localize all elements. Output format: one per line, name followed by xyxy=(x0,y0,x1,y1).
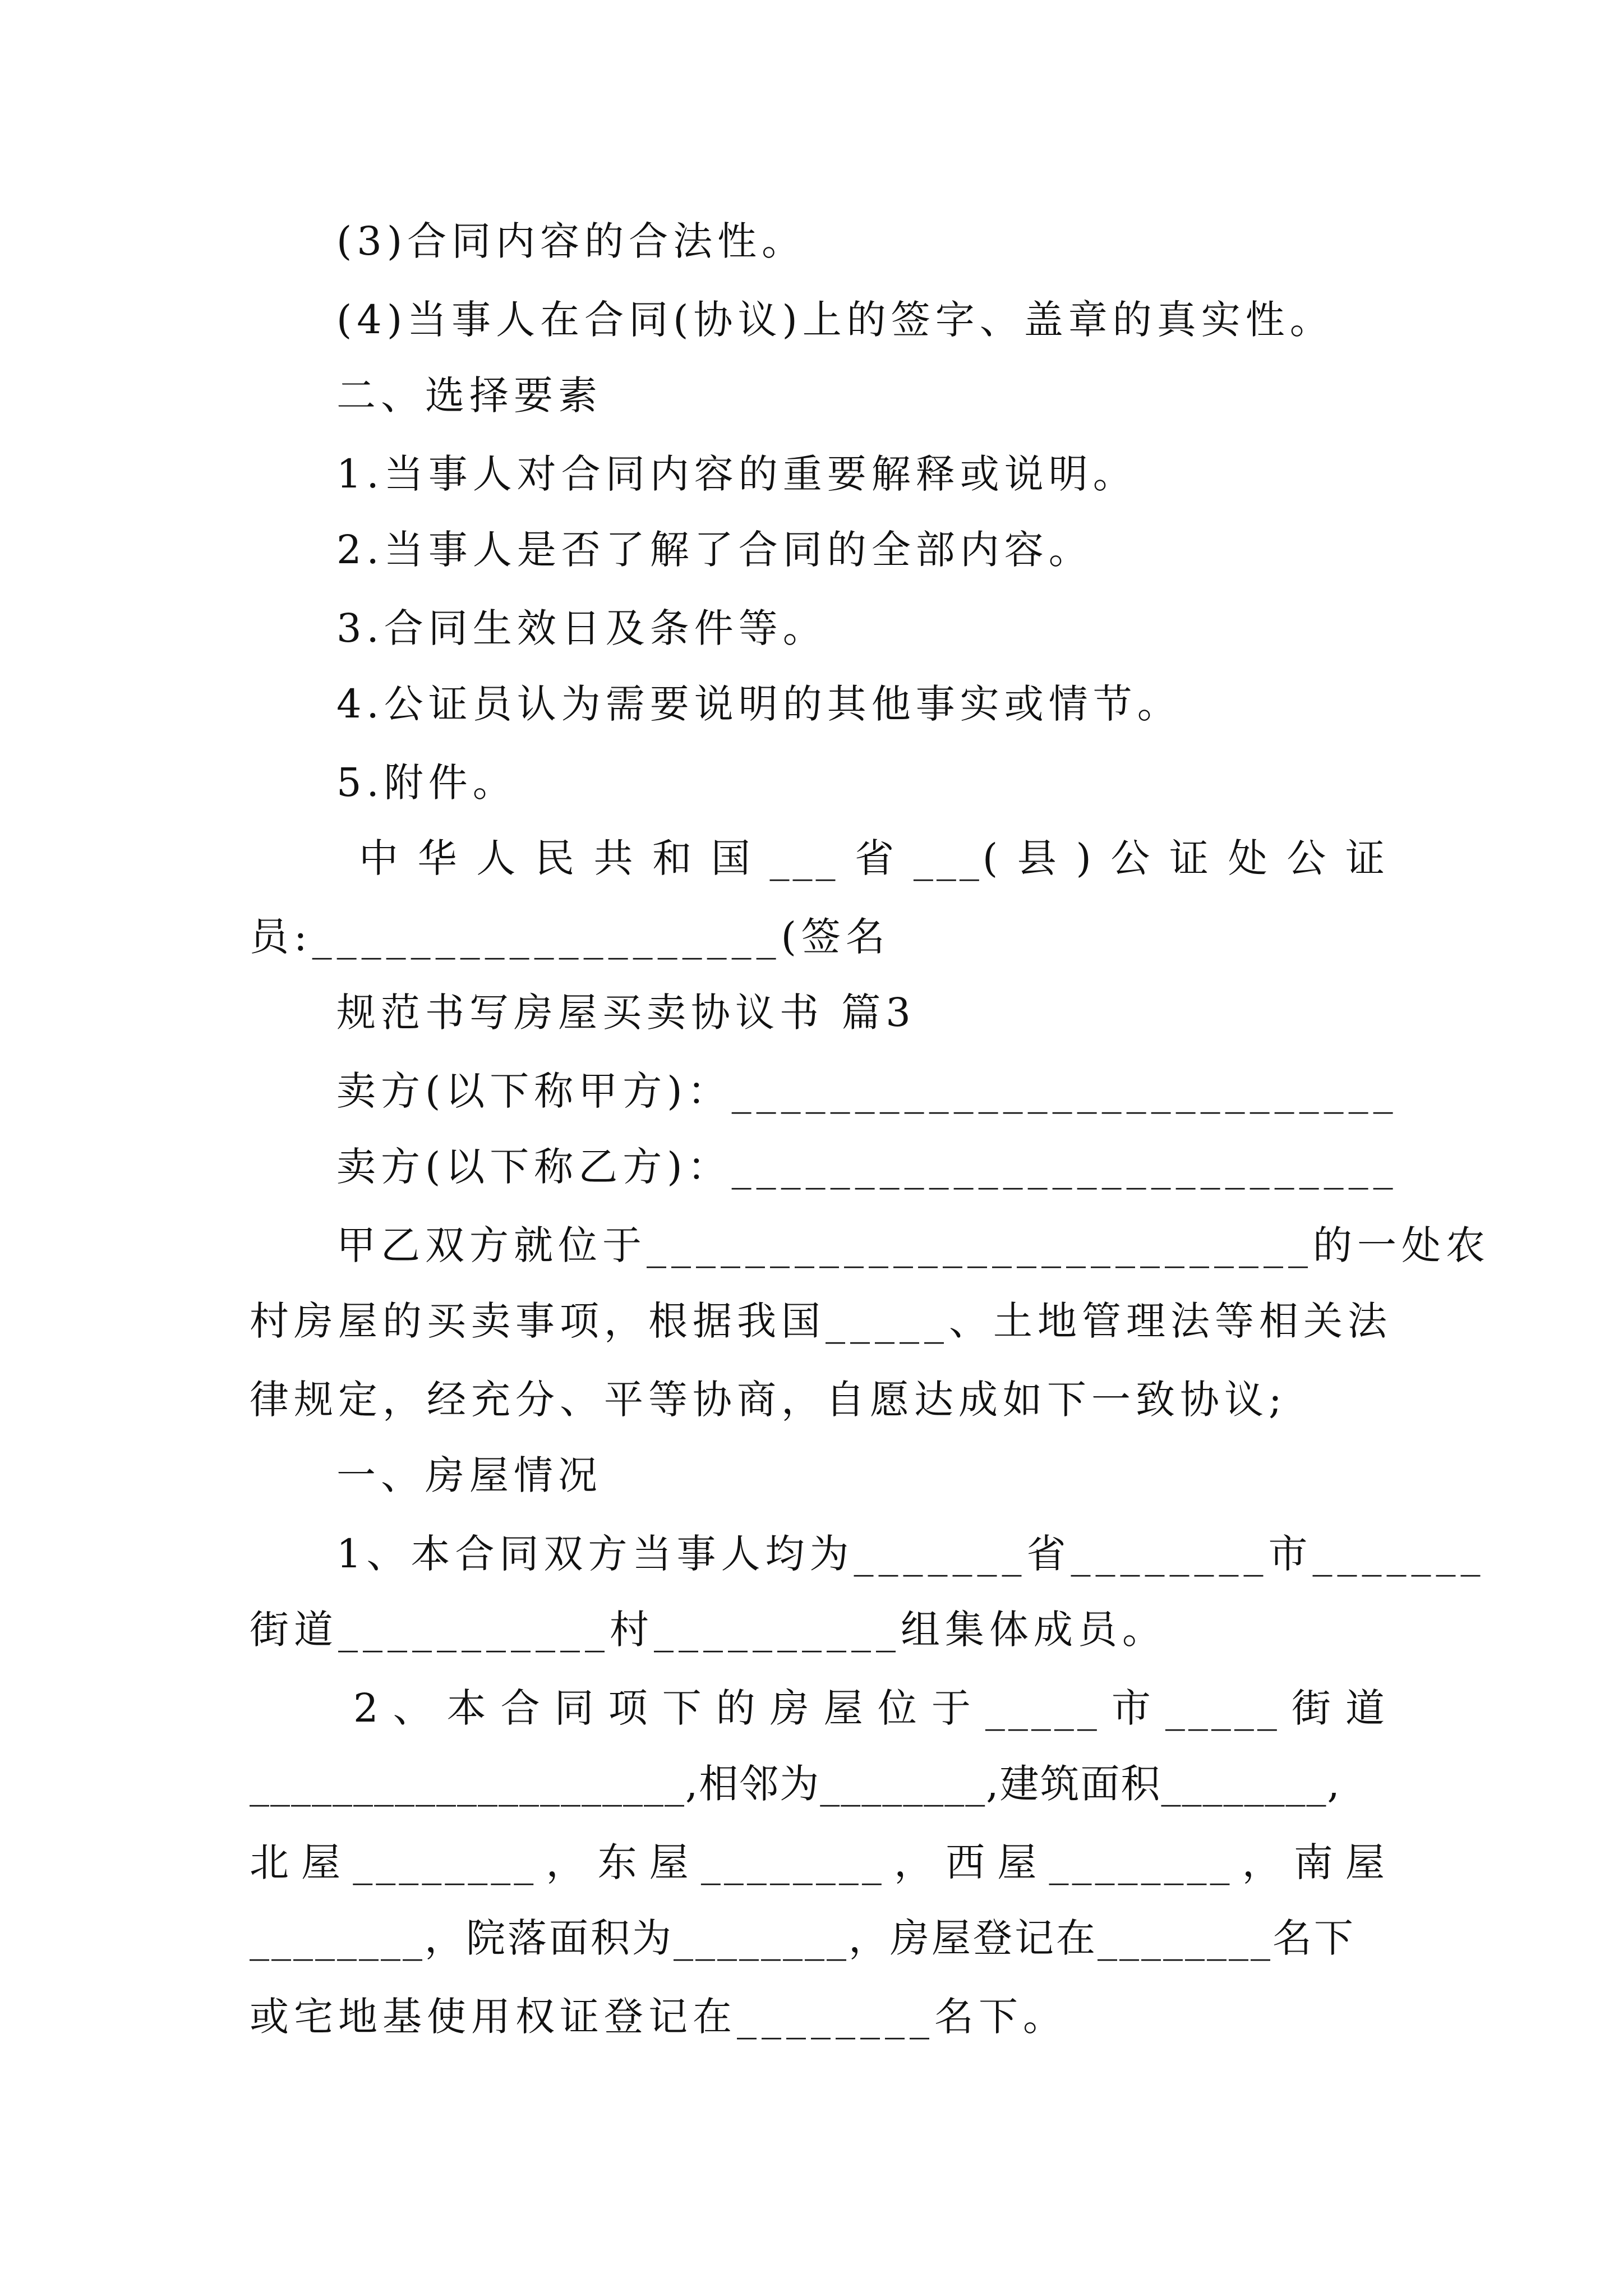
text-line-9: 中华人民共和国___省___(县)公证处公证 xyxy=(359,835,1388,881)
text-line-3: 二、选择要素 xyxy=(336,372,602,418)
text-line-6: 3.合同生效日及条件等。 xyxy=(336,605,827,651)
section-heading-3: 规范书写房屋买卖协议书 篇3 xyxy=(336,990,916,1036)
text-line-23: ________，院落面积为________，房屋登记在________名下 xyxy=(250,1915,1355,1961)
text-line-20: 2、本合同项下的房屋位于_____市_____街道 xyxy=(353,1685,1388,1731)
text-line-4: 1.当事人对合同内容的重要解释或说明。 xyxy=(336,451,1137,497)
text-line-10: 员:___________________(签名 xyxy=(250,914,890,960)
text-line-1: (3)合同内容的合法性。 xyxy=(336,218,806,264)
text-line-21: _____________________,相邻为________,建筑面积________, xyxy=(250,1761,1341,1807)
text-line-22: 北屋________，东屋________，西屋________，南屋 xyxy=(250,1839,1388,1885)
text-line-19: 街道___________村__________组集体成员。 xyxy=(250,1607,1166,1653)
text-line-7: 4.公证员认为需要说明的其他事实或情节。 xyxy=(336,681,1182,727)
text-line-17: 一、房屋情况 xyxy=(336,1452,602,1498)
seller-b-line: 卖方(以下称乙方)：___________________________ xyxy=(336,1144,1398,1190)
text-line-8: 5.附件。 xyxy=(336,760,517,806)
text-line-15: 村房屋的买卖事项，根据我国_____、土地管理法等相关法 xyxy=(250,1298,1392,1344)
text-line-5: 2.当事人是否了解了合同的全部内容。 xyxy=(336,527,1093,573)
seller-a-line: 卖方(以下称甲方)：___________________________ xyxy=(336,1068,1398,1114)
text-line-2: (4)当事人在合同(协议)上的签字、盖章的真实性。 xyxy=(336,297,1334,343)
text-line-14: 甲乙双方就位于___________________________的一处农 xyxy=(336,1222,1490,1268)
text-line-18: 1、本合同双方当事人均为_______省________市_______ xyxy=(336,1531,1486,1577)
text-line-16: 律规定，经充分、平等协商，自愿达成如下一致协议; xyxy=(250,1377,1287,1423)
text-line-24: 或宅地基使用权证登记在________名下。 xyxy=(250,1994,1067,2040)
